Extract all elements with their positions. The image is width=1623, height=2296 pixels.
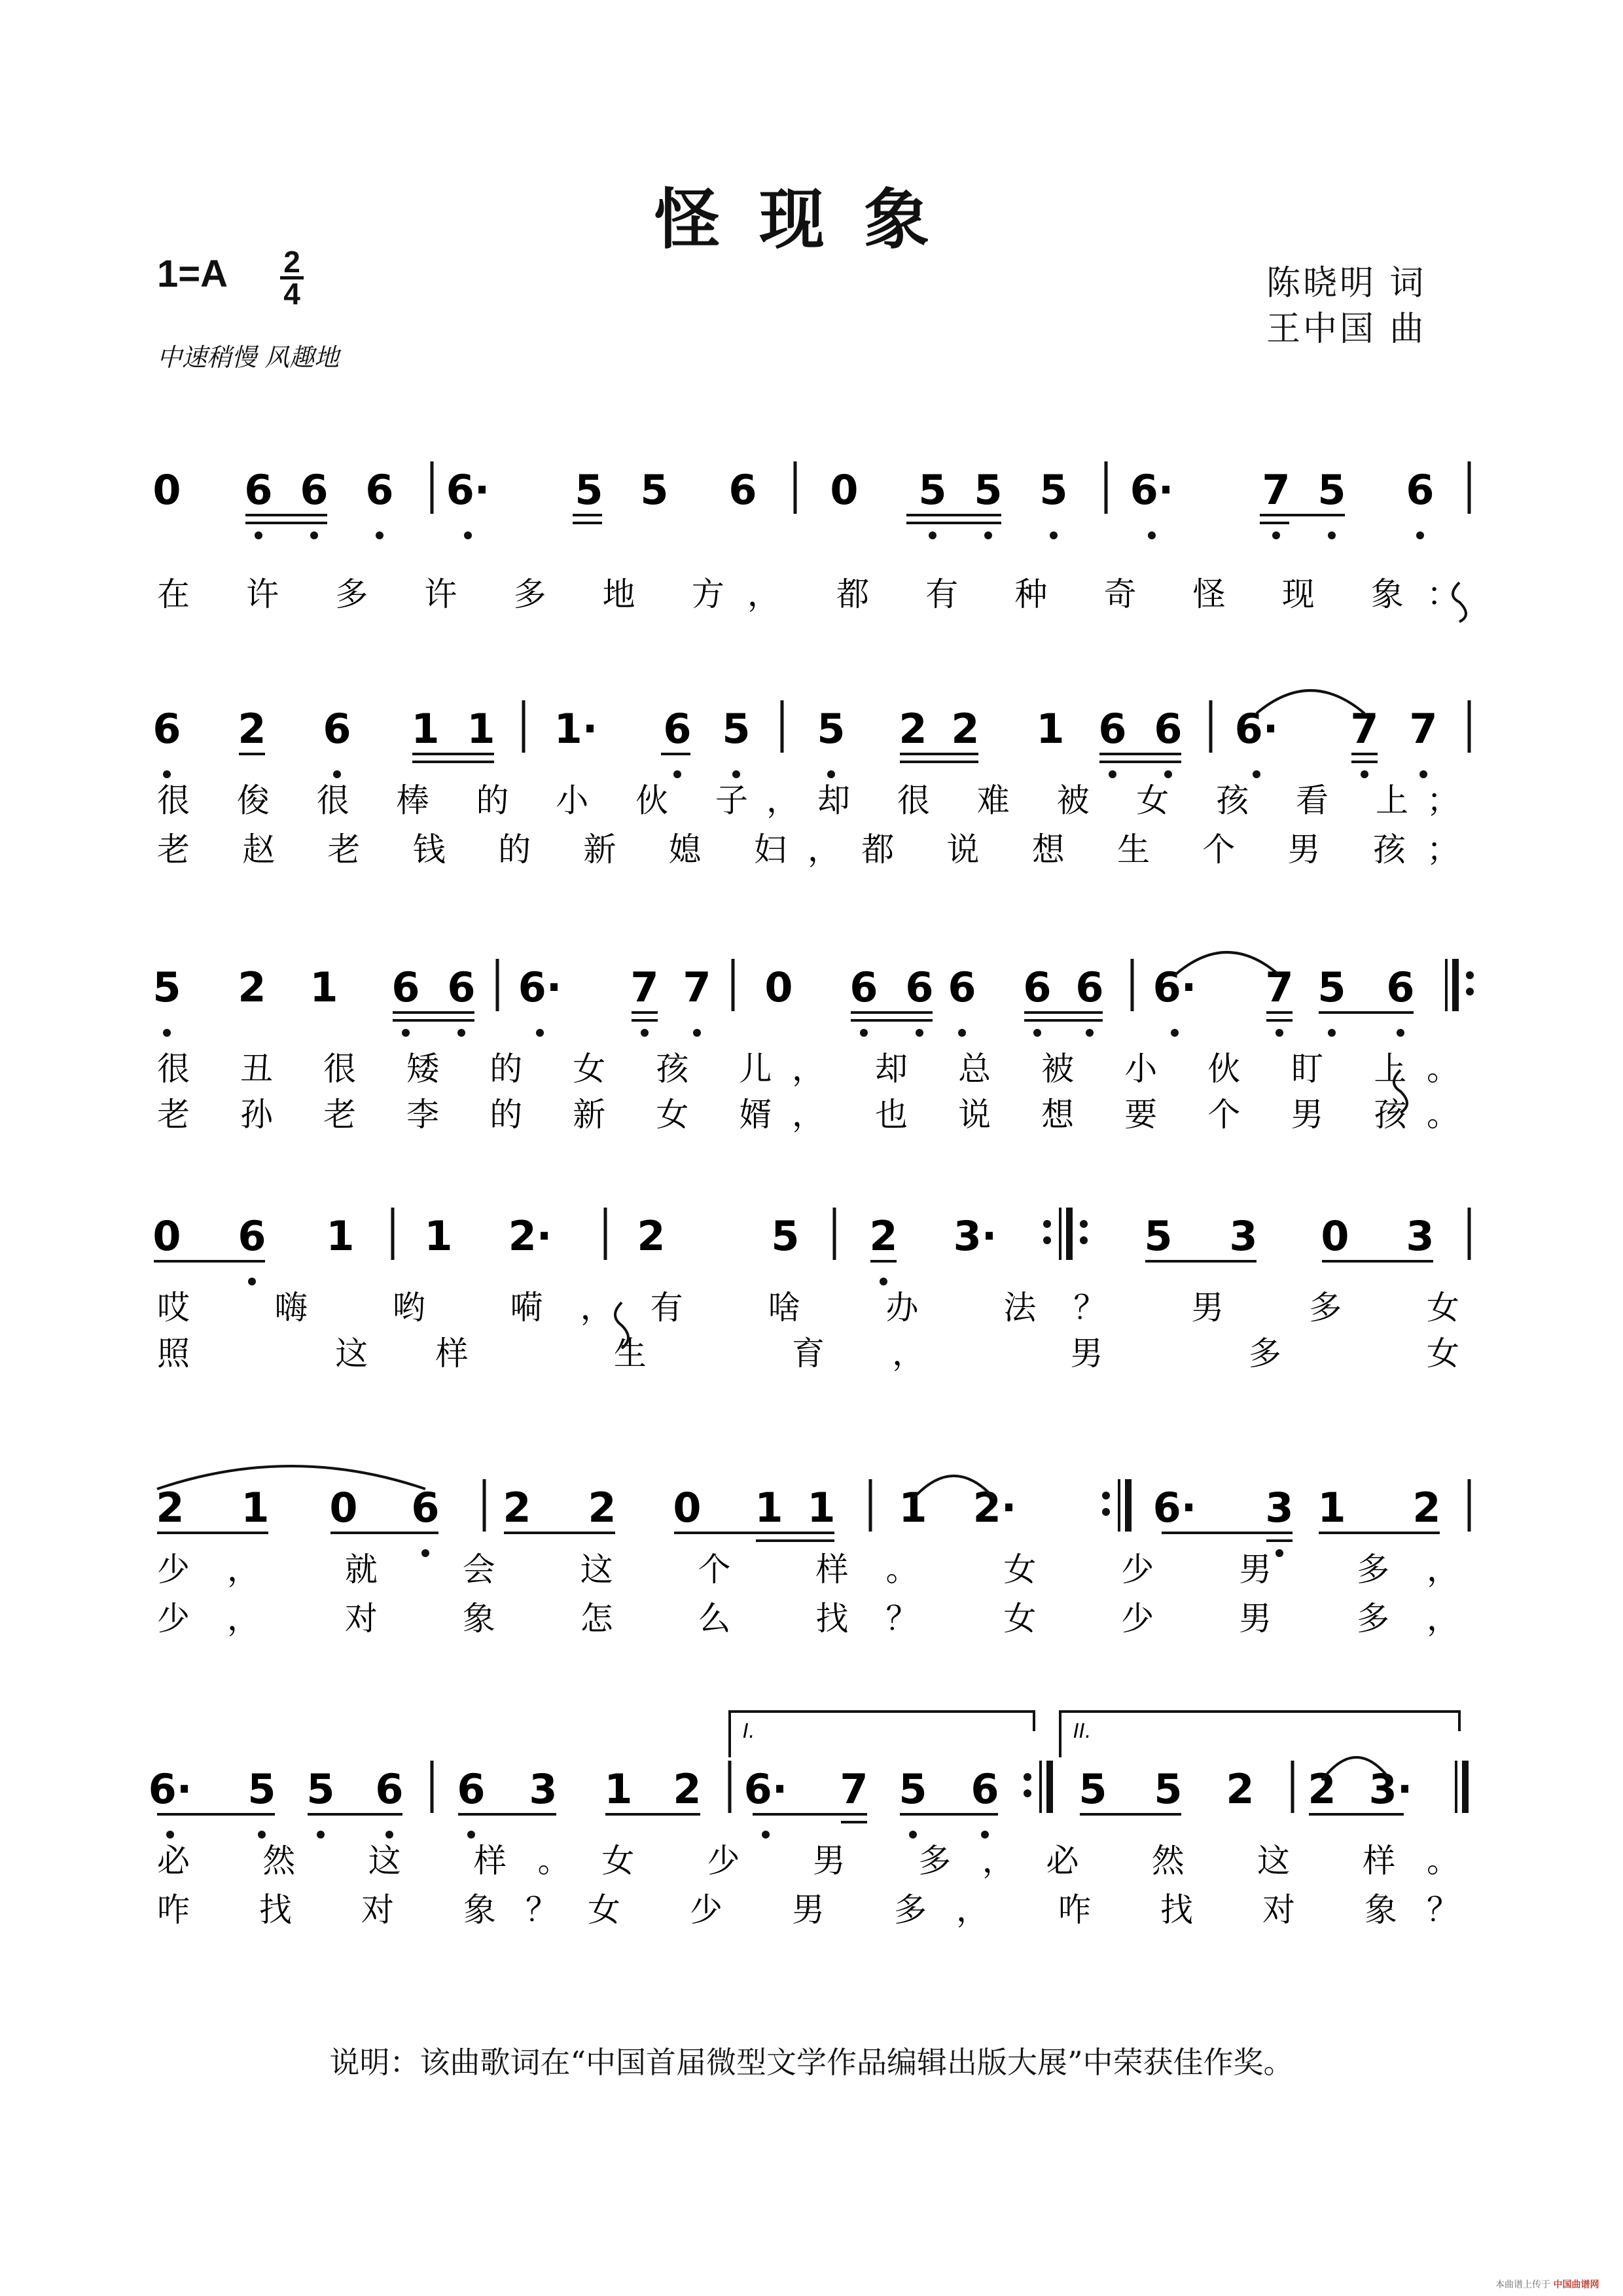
note-3-8: 3· <box>953 1212 997 1260</box>
watermark-text: 本曲谱上传于 <box>1495 2280 1550 2290</box>
note-0-13: 7 <box>1262 466 1291 514</box>
lyric-line-5-0: 必 然 这 样。女 少 男 多，必 然 这 样。 <box>157 1842 1459 1880</box>
note-2-11: 6 <box>948 963 976 1011</box>
low-octave-dot-5-4 <box>467 1831 475 1839</box>
low-octave-dot-0-4 <box>929 531 936 539</box>
note-0-1: 6 <box>244 466 273 514</box>
note-4-2: 0 <box>329 1484 358 1532</box>
repeat-start-a-dot-r1 <box>1466 971 1474 979</box>
low-octave-dot-0-7 <box>1148 531 1156 539</box>
note-2-15: 7 <box>1265 963 1294 1011</box>
note-3-4: 2· <box>508 1212 552 1260</box>
low-octave-dot-1-4 <box>827 770 835 778</box>
note-3-6: 5 <box>771 1212 800 1260</box>
low-octave-dot-5-1 <box>258 1831 266 1839</box>
note-1-14: 6· <box>1234 705 1279 753</box>
note-5-8: 6· <box>743 1765 788 1813</box>
low-octave-dot-1-0 <box>163 770 171 778</box>
lyric-line-0-0: 在 许 多 许 多 地 方， 都 有 种 奇 怪 现 象： <box>157 575 1459 613</box>
volta-label-1: II. <box>1073 1720 1092 1743</box>
note-3-11: 0 <box>1321 1212 1349 1260</box>
low-octave-dot-2-5 <box>693 1029 701 1037</box>
low-octave-dot-2-0 <box>163 1029 171 1037</box>
low-octave-dot-0-2 <box>376 531 383 539</box>
low-octave-dot-3-0 <box>248 1278 256 1285</box>
note-5-0: 6· <box>148 1765 192 1813</box>
low-octave-dot-5-0 <box>166 1831 174 1839</box>
low-octave-dot-0-6 <box>1050 531 1058 539</box>
low-octave-dot-0-3 <box>464 531 472 539</box>
note-3-0: 0 <box>152 1212 181 1260</box>
note-5-2: 5 <box>306 1765 335 1813</box>
low-octave-dot-2-1 <box>402 1029 410 1037</box>
note-3-1: 6 <box>238 1212 266 1260</box>
note-4-1: 1 <box>241 1484 270 1532</box>
note-1-13: 6 <box>1154 705 1183 753</box>
note-2-13: 6 <box>1075 963 1104 1011</box>
note-5-1: 5 <box>247 1765 276 1813</box>
low-octave-dot-2-11 <box>1171 1029 1179 1037</box>
low-octave-dot-1-3 <box>732 770 740 778</box>
note-5-10: 5 <box>899 1765 927 1813</box>
note-1-5: 1· <box>554 705 598 753</box>
low-octave-dot-2-6 <box>860 1029 868 1037</box>
lyric-line-1-1: 老 赵 老 钱 的 新 媳 妇，都 说 想 生 个 男 孩； <box>157 831 1459 869</box>
note-4-8: 1 <box>807 1484 836 1532</box>
note-1-15: 7 <box>1350 705 1379 753</box>
note-2-5: 6· <box>518 963 562 1011</box>
low-octave-dot-5-2 <box>317 1831 325 1839</box>
page-title: 怪现象 <box>654 181 969 258</box>
repeat-end-b-dot-l1 <box>1102 1492 1110 1499</box>
note-1-9: 2 <box>899 705 927 753</box>
low-octave-dot-1-8 <box>1361 770 1368 778</box>
low-octave-dot-2-3 <box>536 1029 544 1037</box>
note-0-8: 0 <box>830 466 859 514</box>
time-numerator: 2 <box>283 245 300 279</box>
note-1-2: 6 <box>323 705 351 753</box>
note-1-16: 7 <box>1409 705 1438 753</box>
note-1-8: 5 <box>817 705 846 753</box>
low-octave-dot-0-8 <box>1272 531 1280 539</box>
note-2-8: 0 <box>764 963 793 1011</box>
note-0-6: 5 <box>640 466 669 514</box>
low-octave-dot-1-6 <box>1164 770 1172 778</box>
low-octave-dot-4-1 <box>1275 1549 1283 1557</box>
note-4-3: 6 <box>411 1484 440 1532</box>
lyric-line-2-0: 很 丑 很 矮 的 女 孩 儿， 却 总 被 小 伙 盯 上。 <box>157 1050 1459 1088</box>
low-octave-dot-2-10 <box>1086 1029 1094 1037</box>
low-octave-dot-5-3 <box>385 1831 393 1839</box>
note-4-7: 1 <box>755 1484 783 1532</box>
note-4-13: 1 <box>1317 1484 1346 1532</box>
note-2-6: 7 <box>630 963 659 1011</box>
note-1-3: 1 <box>411 705 440 753</box>
note-1-10: 2 <box>951 705 980 753</box>
note-4-6: 0 <box>673 1484 702 1532</box>
lyric-line-4-1: 少， 对 象 怎 么 找？ 女 少 男 多， <box>157 1600 1459 1638</box>
note-1-1: 2 <box>238 705 266 753</box>
note-1-4: 1 <box>467 705 495 753</box>
note-2-17: 6 <box>1386 963 1415 1011</box>
note-2-7: 7 <box>683 963 711 1011</box>
low-octave-dot-5-6 <box>909 1831 917 1839</box>
note-0-11: 5 <box>1039 466 1068 514</box>
note-5-12: 5 <box>1079 1765 1107 1813</box>
watermark-brand: 中国曲谱网 <box>1553 2280 1599 2290</box>
note-2-4: 6 <box>447 963 476 1011</box>
key-signature: 1=A <box>157 253 228 295</box>
note-5-6: 1 <box>604 1765 633 1813</box>
note-2-14: 6· <box>1152 963 1197 1011</box>
slur-2 <box>157 1466 425 1489</box>
low-octave-dot-2-12 <box>1275 1029 1283 1037</box>
repeat-mid-dot-l2 <box>1043 1236 1051 1244</box>
note-5-5: 3 <box>529 1765 558 1813</box>
low-octave-dot-2-13 <box>1328 1029 1336 1037</box>
note-0-14: 5 <box>1317 466 1346 514</box>
note-2-16: 5 <box>1317 963 1346 1011</box>
low-octave-dot-0-0 <box>255 531 262 539</box>
note-5-13: 5 <box>1154 1765 1183 1813</box>
low-octave-dot-1-7 <box>1253 770 1260 778</box>
note-5-11: 6 <box>971 1765 999 1813</box>
note-0-10: 5 <box>974 466 1003 514</box>
lyric-line-3-1: 照 这样 生 育， 男 多 女 <box>157 1335 1459 1372</box>
note-3-3: 1 <box>424 1212 453 1260</box>
note-2-1: 2 <box>238 963 266 1011</box>
repeat-mid-dot-r2 <box>1080 1236 1088 1244</box>
note-4-5: 2 <box>588 1484 616 1532</box>
tempo-marking: 中速稍慢 风趣地 <box>157 343 340 372</box>
note-4-14: 2 <box>1412 1484 1441 1532</box>
note-4-11: 6· <box>1152 1484 1197 1532</box>
note-1-11: 1 <box>1036 705 1065 753</box>
note-3-2: 1 <box>326 1212 355 1260</box>
low-octave-dot-2-8 <box>958 1029 966 1037</box>
lyric-line-1-0: 很 俊 很 棒 的 小 伙 子，却 很 难 被 女 孩 看 上； <box>157 781 1460 819</box>
note-2-12: 6 <box>1023 963 1052 1011</box>
low-octave-dot-3-1 <box>880 1278 887 1285</box>
note-5-7: 2 <box>673 1765 702 1813</box>
note-1-12: 6 <box>1098 705 1127 753</box>
low-octave-dot-0-1 <box>310 531 318 539</box>
low-octave-dot-2-2 <box>457 1029 465 1037</box>
note-2-9: 6 <box>849 963 878 1011</box>
time-denominator: 4 <box>283 277 300 311</box>
lyricist-credit: 陈晓明 词 <box>1266 264 1427 303</box>
low-octave-dot-1-1 <box>333 770 341 778</box>
note-1-6: 6 <box>663 705 692 753</box>
note-5-4: 6 <box>457 1765 486 1813</box>
note-4-4: 2 <box>503 1484 531 1532</box>
lyric-line-4-0: 少， 就 会 这 个 样。 女 少 男 多， <box>157 1551 1459 1588</box>
repeat-end-b-dot-l2 <box>1102 1508 1110 1516</box>
low-octave-dot-5-7 <box>981 1831 989 1839</box>
repeat-mid-dot-l1 <box>1043 1220 1051 1228</box>
note-5-16: 3· <box>1368 1765 1413 1813</box>
note-2-2: 1 <box>310 963 338 1011</box>
repeat-end-c-dot-l2 <box>1024 1789 1031 1797</box>
note-3-10: 3 <box>1229 1212 1258 1260</box>
note-3-7: 2 <box>869 1212 898 1260</box>
note-0-5: 5 <box>575 466 603 514</box>
volta-bracket-0 <box>730 1712 1034 1757</box>
note-5-9: 7 <box>840 1765 868 1813</box>
note-0-15: 6 <box>1406 466 1435 514</box>
note-4-0: 2 <box>156 1484 185 1532</box>
note-4-9: 1 <box>899 1484 927 1532</box>
note-0-9: 5 <box>918 466 947 514</box>
low-octave-dot-0-10 <box>1416 531 1424 539</box>
footnote: 说明：该曲歌词在“中国首届微型文学作品编辑出版大展”中荣获佳作奖。 <box>329 2045 1294 2080</box>
note-0-0: 0 <box>152 466 181 514</box>
repeat-mid-dot-r1 <box>1080 1220 1088 1228</box>
lyric-line-5-1: 咋 找 对 象？女 少 男 多， 咋 找 对 象？ <box>157 1891 1459 1929</box>
volta-bracket-1 <box>1060 1712 1459 1757</box>
note-1-7: 5 <box>722 705 751 753</box>
watermark <box>1495 2278 1599 2291</box>
note-3-12: 3 <box>1406 1212 1435 1260</box>
note-0-7: 6 <box>728 466 757 514</box>
note-0-12: 6· <box>1130 466 1174 514</box>
repeat-end-c-dot-l1 <box>1024 1773 1031 1781</box>
note-2-10: 6 <box>905 963 934 1011</box>
low-octave-dot-2-7 <box>916 1029 923 1037</box>
low-octave-dot-1-2 <box>673 770 681 778</box>
lyric-line-2-1: 老 孙 老 李 的 新 女 婿， 也 说 想 要 个 男 孩。 <box>157 1096 1459 1134</box>
note-5-14: 2 <box>1226 1765 1255 1813</box>
note-4-10: 2· <box>972 1484 1017 1532</box>
low-octave-dot-1-5 <box>1109 770 1116 778</box>
note-1-0: 6 <box>152 705 181 753</box>
note-3-5: 2 <box>637 1212 666 1260</box>
low-octave-dot-5-5 <box>762 1831 770 1839</box>
note-2-0: 5 <box>152 963 181 1011</box>
note-0-4: 6· <box>446 466 490 514</box>
low-octave-dot-2-9 <box>1033 1029 1041 1037</box>
low-octave-dot-2-14 <box>1397 1029 1404 1037</box>
low-octave-dot-0-9 <box>1328 531 1336 539</box>
repeat-start-a-dot-r2 <box>1466 988 1474 996</box>
composer-credit: 王中国 曲 <box>1266 310 1427 349</box>
note-5-15: 2 <box>1308 1765 1336 1813</box>
lyric-line-3-0: 哎 嗨 哟 嗬，有 啥 办 法？ 男 多 女 <box>157 1289 1459 1327</box>
note-2-3: 6 <box>391 963 420 1011</box>
note-5-3: 6 <box>375 1765 404 1813</box>
note-4-12: 3 <box>1265 1484 1294 1532</box>
low-octave-dot-2-4 <box>641 1029 649 1037</box>
note-0-3: 6 <box>365 466 394 514</box>
note-0-2: 6 <box>300 466 329 514</box>
note-3-9: 5 <box>1144 1212 1173 1260</box>
low-octave-dot-1-9 <box>1419 770 1427 778</box>
volta-label-0: I. <box>743 1720 755 1743</box>
low-octave-dot-0-5 <box>984 531 992 539</box>
